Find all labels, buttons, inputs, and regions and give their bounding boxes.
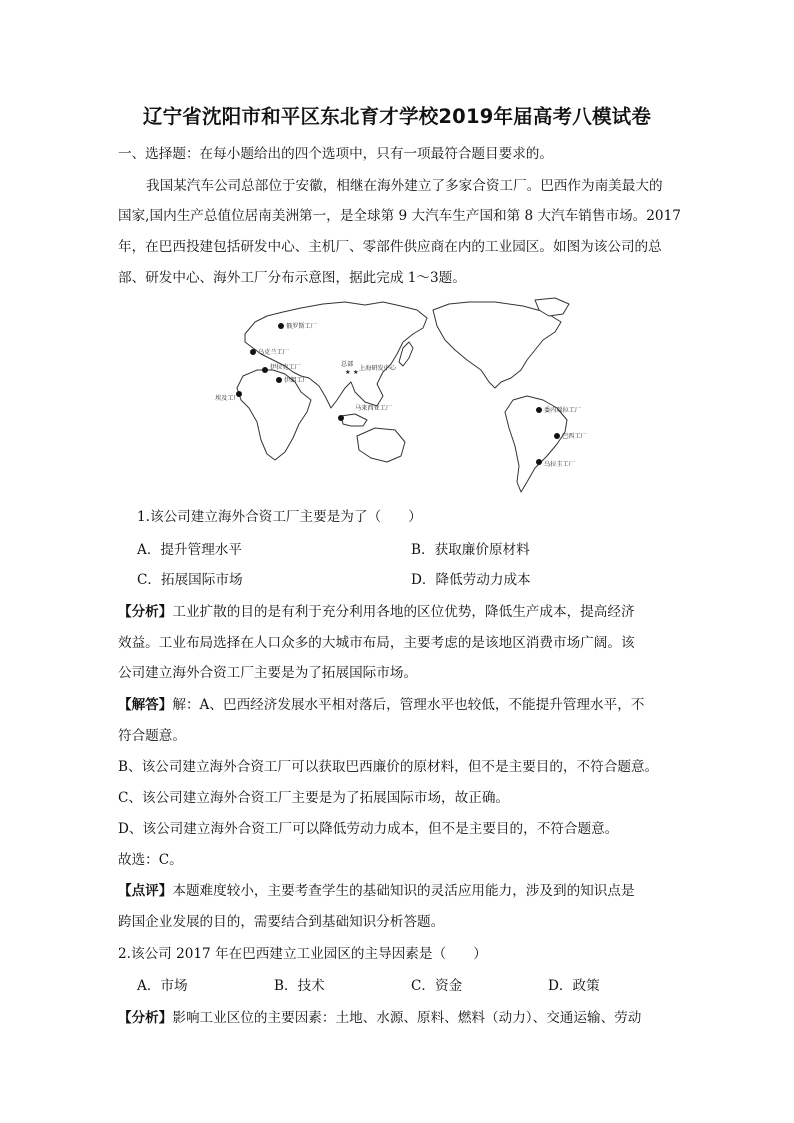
answer-text: 解：A、巴西经济发展水平相对落后，管理水平也较低，不能提升管理水平，不 xyxy=(172,697,645,713)
uruguay-factory-marker xyxy=(536,459,542,465)
q1-answer-line xyxy=(118,696,688,714)
question-1-option-c: C．拓展国际市场 xyxy=(137,572,243,588)
map-label-egypt: 埃及工厂 xyxy=(215,395,240,402)
analysis-text: 工业扩散的目的是有利于充分利用各地的区位优势，降低生产成本，提高经济 xyxy=(172,604,635,620)
page-title: 辽宁省沈阳市和平区东北育才学校2019年届高考八模试卷 xyxy=(142,105,652,128)
question-2-option-a: A．市场 xyxy=(137,978,188,994)
map-label-venezuela: 委内瑞拉工厂 xyxy=(544,407,582,414)
map-label-iraq: 伊拉克工厂 xyxy=(270,364,301,371)
map-label-iran: 伊朗工厂 xyxy=(284,377,309,384)
australia-outline xyxy=(357,428,405,462)
analysis-text: 影响工业区位的主要因素：土地、水源、原料、燃料（动力）、交通运输、劳动 xyxy=(172,1010,642,1026)
rd-center-star-icon: ★ xyxy=(353,369,359,376)
passage-line: 部、研发中心、海外工厂分布示意图，据此完成 1～3题。 xyxy=(118,270,466,286)
comment-tag: 【点评】 xyxy=(118,883,173,899)
section-heading: 一、选择题：在每小题给出的四个选项中，只有一项最符合题目要求的。 xyxy=(118,146,553,162)
q1-answer-line: B、该公司建立海外合资工厂可以获取巴西廉价的原材料，但不是主要目的，不符合题意。 xyxy=(118,759,659,775)
q1-analysis-line: 效益。工业布局选择在人口众多的大城市布局，主要考虑的是该地区消费市场广阔。该 xyxy=(118,635,635,651)
brazil-factory-marker xyxy=(554,433,560,439)
map-label-brazil: 巴西工厂 xyxy=(562,433,587,440)
question-2-option-d: D．政策 xyxy=(548,978,600,994)
q1-answer-line: 符合题意。 xyxy=(118,728,186,744)
north-america-outline xyxy=(433,302,561,388)
q1-comment-line xyxy=(118,882,688,900)
iran-factory-marker xyxy=(276,377,282,383)
passage-line: 年，在巴西投建包括研发中心、主机厂、零部件供应商在内的工业园区。如图为该公司的总 xyxy=(118,239,662,255)
ukraine-factory-marker xyxy=(250,349,256,355)
question-2-option-b: B．技术 xyxy=(274,978,325,994)
q1-answer-line: C、该公司建立海外合资工厂主要是为了拓展国际市场，故正确。 xyxy=(118,790,510,806)
comment-text: 本题难度较小，主要考查学生的基础知识的灵活应用能力，涉及到的知识点是 xyxy=(172,883,635,899)
indonesia-outline xyxy=(341,414,367,426)
map-label-uruguay: 乌拉圭工厂 xyxy=(544,461,575,468)
map-label-russia: 俄罗斯工厂 xyxy=(286,323,317,330)
answer-tag: 【解答】 xyxy=(118,697,173,713)
passage-line: 我国某汽车公司总部位于安徽，相继在海外建立了多家合资工厂。巴西作为南美最大的 xyxy=(146,178,663,194)
world-map-figure xyxy=(205,296,600,496)
q1-answer-line: D、该公司建立海外合资工厂可以降低劳动力成本，但不是主要目的，不符合题意。 xyxy=(118,821,619,837)
q2-analysis-line xyxy=(118,1009,688,1027)
russia-factory-marker xyxy=(278,323,284,329)
question-2-option-c: C．资金 xyxy=(411,978,463,994)
analysis-tag: 【分析】 xyxy=(118,604,173,620)
q1-analysis-line: 公司建立海外合资工厂主要是为了拓展国际市场。 xyxy=(118,665,418,681)
q1-answer-line: 故选：C。 xyxy=(118,852,183,868)
q1-analysis-line xyxy=(118,603,688,621)
question-1-option-d: D．降低劳动力成本 xyxy=(411,572,531,588)
headquarters-star-icon: ★ xyxy=(345,369,351,376)
map-label-ukraine: 乌克兰工厂 xyxy=(258,349,289,356)
question-2-stem: 2.该公司 2017 年在巴西建立工业园区的主导因素是（ ） xyxy=(118,946,487,962)
analysis-tag: 【分析】 xyxy=(118,1010,173,1026)
question-1-stem: 1.该公司建立海外合资工厂主要是为了（ ） xyxy=(137,509,422,525)
question-1-option-b: B．获取廉价原材料 xyxy=(411,542,530,558)
question-1-option-a: A．提升管理水平 xyxy=(137,542,242,558)
q1-comment-line: 跨国企业发展的目的，需要结合到基础知识分析答题。 xyxy=(118,914,445,930)
map-label-malaysia: 马来西亚工厂 xyxy=(355,405,393,412)
iraq-factory-marker xyxy=(262,367,268,373)
map-label-rd: 上海研发中心 xyxy=(359,365,397,372)
malaysia-factory-marker xyxy=(338,415,344,421)
venezuela-factory-marker xyxy=(536,407,542,413)
passage-line: 国家,国内生产总值位居南美洲第一，是全球第 9 大汽车生产国和第 8 大汽车销售市场。2017 xyxy=(118,208,681,224)
map-label-hq: 总部 xyxy=(341,361,354,368)
